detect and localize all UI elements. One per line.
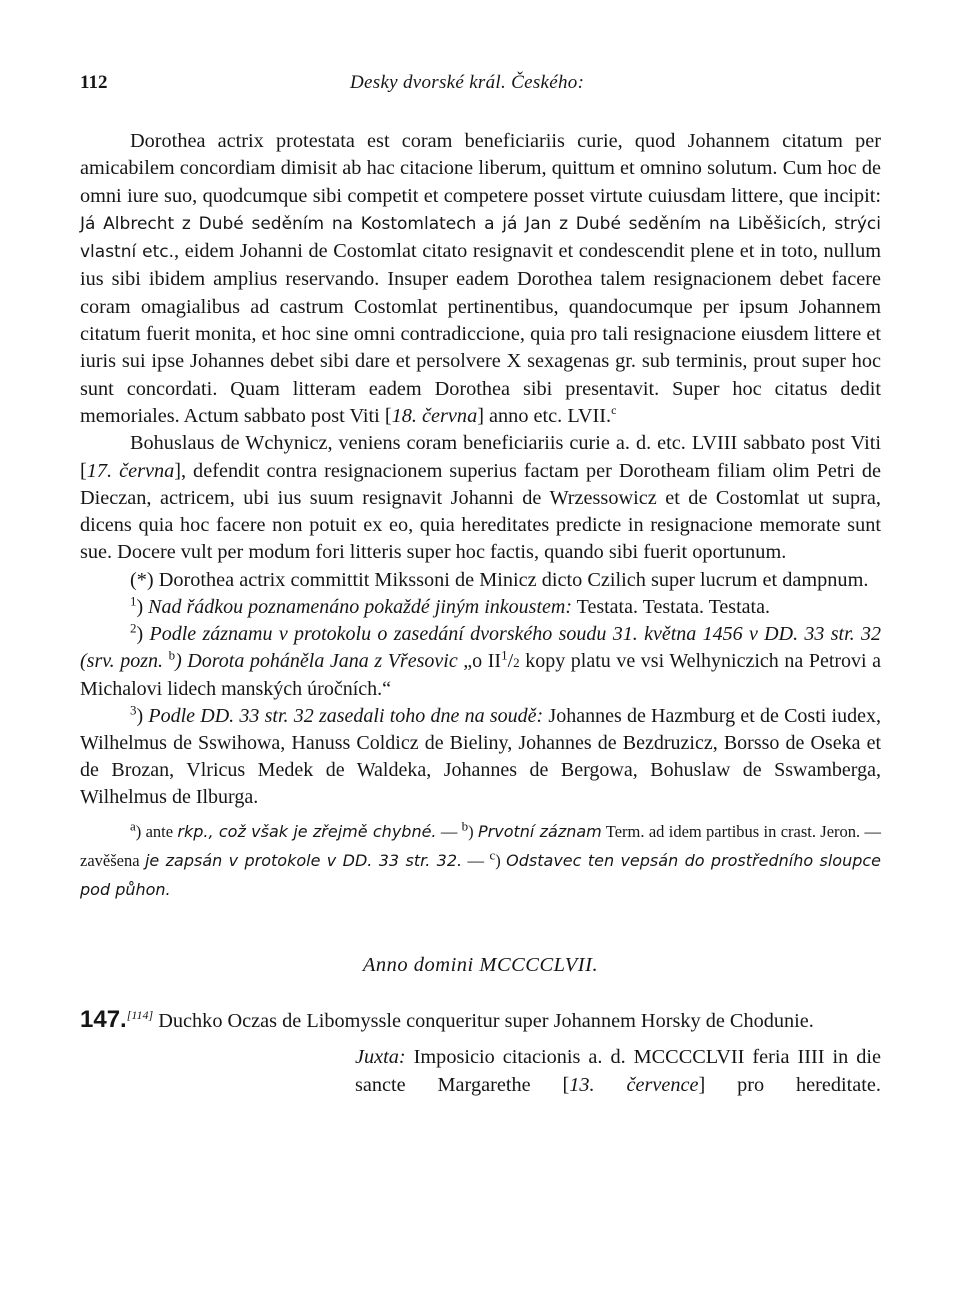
- czech-quote: Já Albrecht z Dubé seděním na Kostomlatech a já Jan z Dubé seděním na Liběšicích, strýci vlastní etc.: [80, 213, 881, 263]
- critical-notes: $^a$) ante rkp., což však je zřejmě chybné. — $^b$) Prvotní záznam Term. ad idem partibus in crast. Jeron. — zavěšena je zapsán v protokole v DD. 33 str. 32. — $^c$) Odstavec ten vepsán do prostředního sloupce pod půhon.: [80, 818, 882, 900]
- page-header: [80, 72, 881, 106]
- entry-text: Duchko Oczas de Libomyssle conqueritur super Johannem Horsky de Chodunie.: [158, 1010, 814, 1033]
- running-title: Desky dvorské král. Českého:: [350, 72, 585, 93]
- entry-147: [80, 1006, 881, 1035]
- juxta-label: Juxta:: [355, 1046, 406, 1069]
- document-page: [80, 72, 881, 1099]
- date-note: 18. června: [391, 404, 478, 427]
- note-ref-c: c: [611, 403, 617, 418]
- date-note: 17. června: [86, 459, 175, 482]
- entry-number: 147.: [80, 1006, 127, 1034]
- paragraph-2: Bohuslaus de Wchynicz, veniens coram beneficiariis curie a. d. etc. LVIII sabbato post Viti [17. června], defendit contra resignacionem superius factam per Dorotheam filiam olim Petri de Dieczan, actricem, ubi ius suum resignavit Johanni de Wrzessowicz et de Costomlat ut supra, dicens quia hoc facere non potuit ex eo, quia hereditates predicte in resignacione memorate sunt sue. Docere vult per modum fori litteris super hoc factis, quando sibi fuerit oportunum.: [80, 432, 881, 564]
- footnote-3: $^3$) Podle DD. 33 str. 32 zasedali toho dne na soudě: Johannes de Hazmburg et de Costi iudex, Wilhelmus de Sswihowa, Hanuss Coldicz de Bieliny, Johannes de Bezdruzicz, Borsso de Oseka et de Brozan, Vlricus Medek de Waldeka, Johannes de Bergowa, Bohuslaw de Sswamberga, Wilhelmus de Ilburga.: [80, 702, 881, 809]
- year-heading: Anno domini MCCCCLVII.: [362, 954, 599, 977]
- paragraph-3: (*) Dorothea actrix committit Mikssoni de Minicz dicto Czilich super lucrum et dampnum.: [130, 568, 869, 591]
- paragraph-1: Dorothea actrix protestata est coram beneficiariis curie, quod Johannem citatum per amicabilem concordiam dimisit ab hac citacione liberum, quittum et omnino solutum. Cum hoc de omni iure suo, quodcumque sibi competit et competere posset virtute cuiusdam littere, que incipit: Já Albrecht z Dubé seděním na Kostomlatech a já Jan z Dubé seděním na Liběšicích, strýci vlastní etc., eidem Johanni de Costomlat citato resignavit et condescendit plene et in toto, nullum ius sibi ibidem amplius reservando. Insuper eadem Dorothea talem resignacionem debet facere coram omagialibus ad castrum Costomlat pertinentibus, quandocumque per ipsum Johannem citatum fuerit monita, et hoc sine omni contradiccione, quia pro tali resignacione eiusdem littere et iuris sui ipse Johannes debet sibi dare et persolvere X sexagenas gr. sub terminis, prout super hoc sunt concordati. Quam litteram eadem Dorothea sibi presentavit. Super hoc citatus dedit memoriales. Actum sabbato post Viti [18. června] anno etc. LVII.$^c$: [80, 130, 882, 427]
- footnote-2: $^2$) Podle záznamu v protokolu o zasedání dvorského soudu 31. května 1456 v DD. 33 str. 32 (srv. pozn. $^b$) Dorota poháněla Jana z Vřesovic „o II$^1$/2 kopy platu ve vsi Welhyniczich na Petrovi a Michalovi lidech manských úročních.“: [80, 620, 882, 701]
- page-number: 112: [80, 72, 108, 93]
- main-text: [80, 128, 881, 811]
- juxta-note: Juxta: Imposicio citacionis a. d. MCCCCLVII feria IIII in die sancte Margarethe [13. července] pro hereditate.: [355, 1046, 881, 1097]
- footnote-1: $^1$) Nad řádkou poznamenáno pokaždé jiným inkoustem: Testata. Testata. Testata.: [130, 593, 770, 619]
- entry-ref: [114]: [126, 1008, 154, 1023]
